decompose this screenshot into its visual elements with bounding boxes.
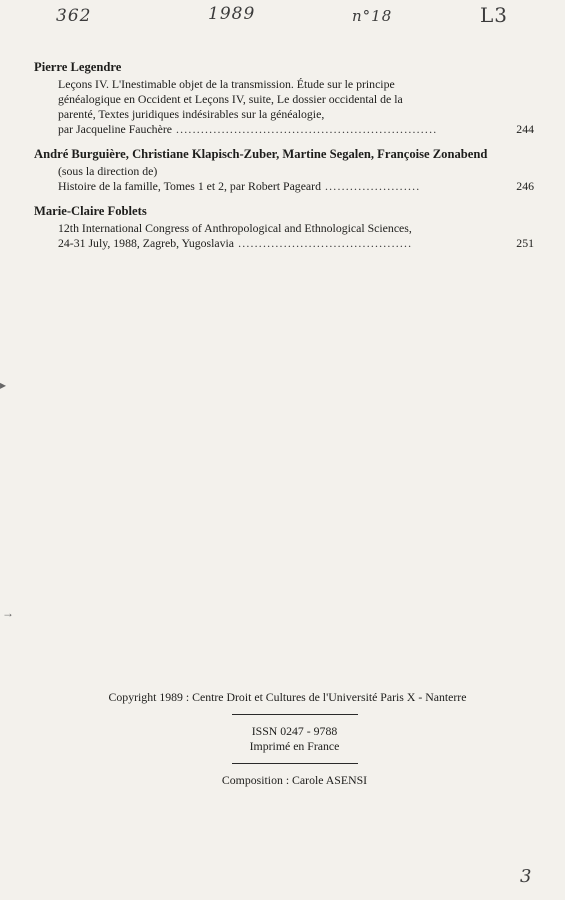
handwritten-page-number: 3 [520, 866, 533, 887]
entry-author: Pierre Legendre [34, 60, 122, 74]
entry-title-line: 12th International Congress of Anthropological and Ethnological Sciences, [58, 221, 412, 235]
entry-final-line [34, 236, 534, 251]
toc-entry [34, 147, 534, 194]
handwritten-year: 1989 [208, 4, 256, 24]
table-of-contents [34, 60, 534, 261]
entry-title-line: Leçons IV. L'Inestimable objet de la transmission. Étude sur le principe [58, 77, 395, 91]
toc-entry [34, 204, 534, 251]
entry-author: André Burguière, Christiane Klapisch-Zuber, Martine Segalen, Françoise Zonabend [34, 147, 488, 161]
margin-arrow-mark: ▸ [0, 378, 7, 392]
entry-title-line: généalogique en Occident et Leçons IV, suite, Le dossier occidental de la [58, 92, 403, 106]
issn: ISSN 0247 - 9788 [251, 724, 338, 738]
handwritten-issue-number: n°18 [352, 7, 393, 25]
page-number: 246 [516, 179, 534, 193]
handwritten-shelf-mark: L3 [480, 3, 509, 27]
entry-author: Marie-Claire Foblets [34, 204, 147, 218]
divider [232, 763, 358, 764]
entry-reviewer: 24-31 July, 1988, Zagreb, Yugoslavia [58, 236, 235, 250]
printed-in: Imprimé en France [249, 739, 340, 753]
page-number: 244 [516, 122, 534, 136]
colophon [0, 690, 565, 788]
dot-leader: .......................................... [238, 236, 413, 250]
entry-title-line: parenté, Textes juridiques indésirables sur la généalogie, [58, 107, 325, 121]
page-number: 251 [516, 236, 534, 250]
copyright-line: Copyright 1989 : Centre Droit et Cultures de l'Université Paris X - Nanterre [108, 690, 467, 704]
dot-leader: ....................... [325, 179, 421, 193]
margin-arrow-mark: → [2, 606, 14, 620]
toc-entry [34, 60, 534, 137]
divider [232, 714, 358, 715]
entry-reviewer: par Jacqueline Fauchère [58, 122, 172, 136]
entry-reviewer: Histoire de la famille, Tomes 1 et 2, par Robert Pageard [58, 179, 321, 193]
entry-final-line [34, 179, 534, 194]
dot-leader: ............................................................... [175, 122, 438, 136]
entry-title-line: (sous la direction de) [58, 164, 158, 178]
entry-final-line [34, 122, 534, 137]
handwritten-number-top-left: 362 [56, 6, 92, 26]
composition-credit: Composition : Carole ASENSI [221, 773, 368, 787]
